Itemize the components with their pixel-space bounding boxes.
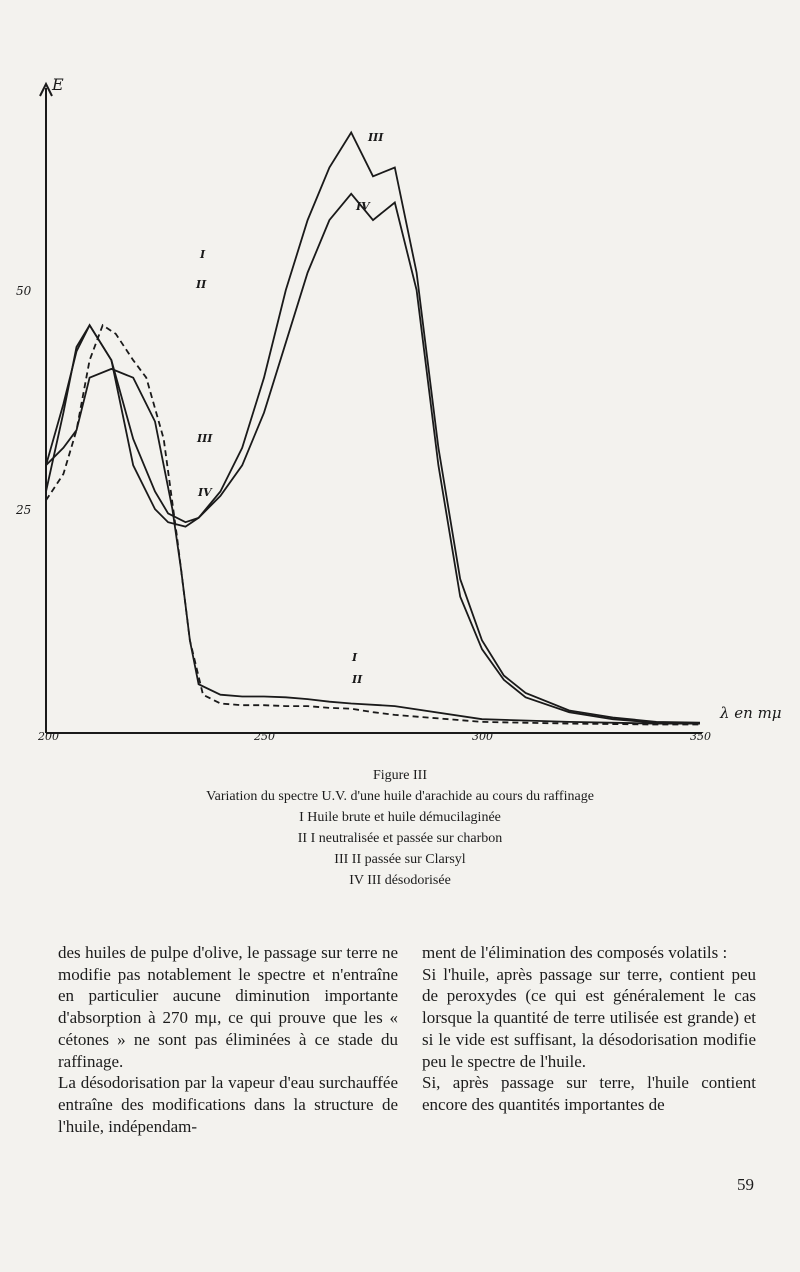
paragraph: ment de l'élimination des composés volatils : bbox=[422, 943, 728, 962]
figure-caption: Variation du spectre U.V. d'une huile d'arachide au cours du raffinage bbox=[206, 789, 594, 804]
paragraph: La désodorisation par la vapeur d'eau surchauffée entraîne des modifications dans la structure de l'huile, indépendam- bbox=[58, 1073, 398, 1136]
paragraph: des huiles de pulpe d'olive, le passage sur terre ne modifie pas notablement le spectre et n'entraîne en particulier aucune diminution importante d'absorption à 270 mμ, ce qui prouve que les « cétones » ne sont pas éliminées à ce stade du raffinage. bbox=[58, 943, 398, 1071]
y-tick-label: 50 bbox=[16, 284, 32, 299]
series-label-IV-secondary: IV bbox=[198, 486, 212, 499]
paragraph: Si, après passage sur terre, l'huile contient encore des quantités importantes de bbox=[422, 1073, 756, 1114]
x-tick-label: 200 bbox=[38, 730, 59, 743]
figure-caption-block bbox=[0, 765, 800, 891]
y-tick-label: 25 bbox=[16, 503, 32, 518]
series-label-I-secondary: I bbox=[352, 651, 358, 664]
legend-item-I: I Huile brute et huile démucilaginée bbox=[299, 810, 501, 825]
series-label-III-secondary: III bbox=[197, 432, 213, 445]
text-column-left bbox=[58, 942, 398, 1137]
legend-item-IV: IV III désodorisée bbox=[349, 873, 451, 888]
legend-item-II: II I neutralisée et passée sur charbon bbox=[297, 831, 503, 846]
text-column-right bbox=[422, 942, 756, 1116]
y-axis-label: E bbox=[52, 75, 64, 94]
x-tick-label: 250 bbox=[254, 730, 275, 743]
legend-item-III: III II passée sur Clarsyl bbox=[334, 852, 466, 867]
series-line-I bbox=[46, 194, 700, 724]
series-label-II-secondary: II bbox=[352, 673, 363, 686]
series-label-I: I bbox=[200, 248, 206, 261]
x-tick-label: 300 bbox=[472, 730, 493, 743]
series-label-III: III bbox=[368, 131, 384, 144]
x-axis-label: λ en mμ bbox=[720, 704, 782, 722]
page-number: 59 bbox=[737, 1175, 754, 1194]
series-line-III bbox=[46, 369, 700, 724]
x-tick-label: 350 bbox=[690, 730, 711, 743]
series-label-IV: IV bbox=[356, 200, 370, 213]
series-line-IV bbox=[46, 325, 700, 724]
paragraph: Si l'huile, après passage sur terre, contient peu de peroxydes (ce qui est généralement le cas lorsque la quantité de terre utilisée est grande) et si le vide est suffisant, la désodorisation modifie peu le spectre de l'huile. bbox=[422, 964, 756, 1071]
series-label-II: II bbox=[196, 278, 207, 291]
figure-title: Figure III bbox=[372, 768, 428, 783]
